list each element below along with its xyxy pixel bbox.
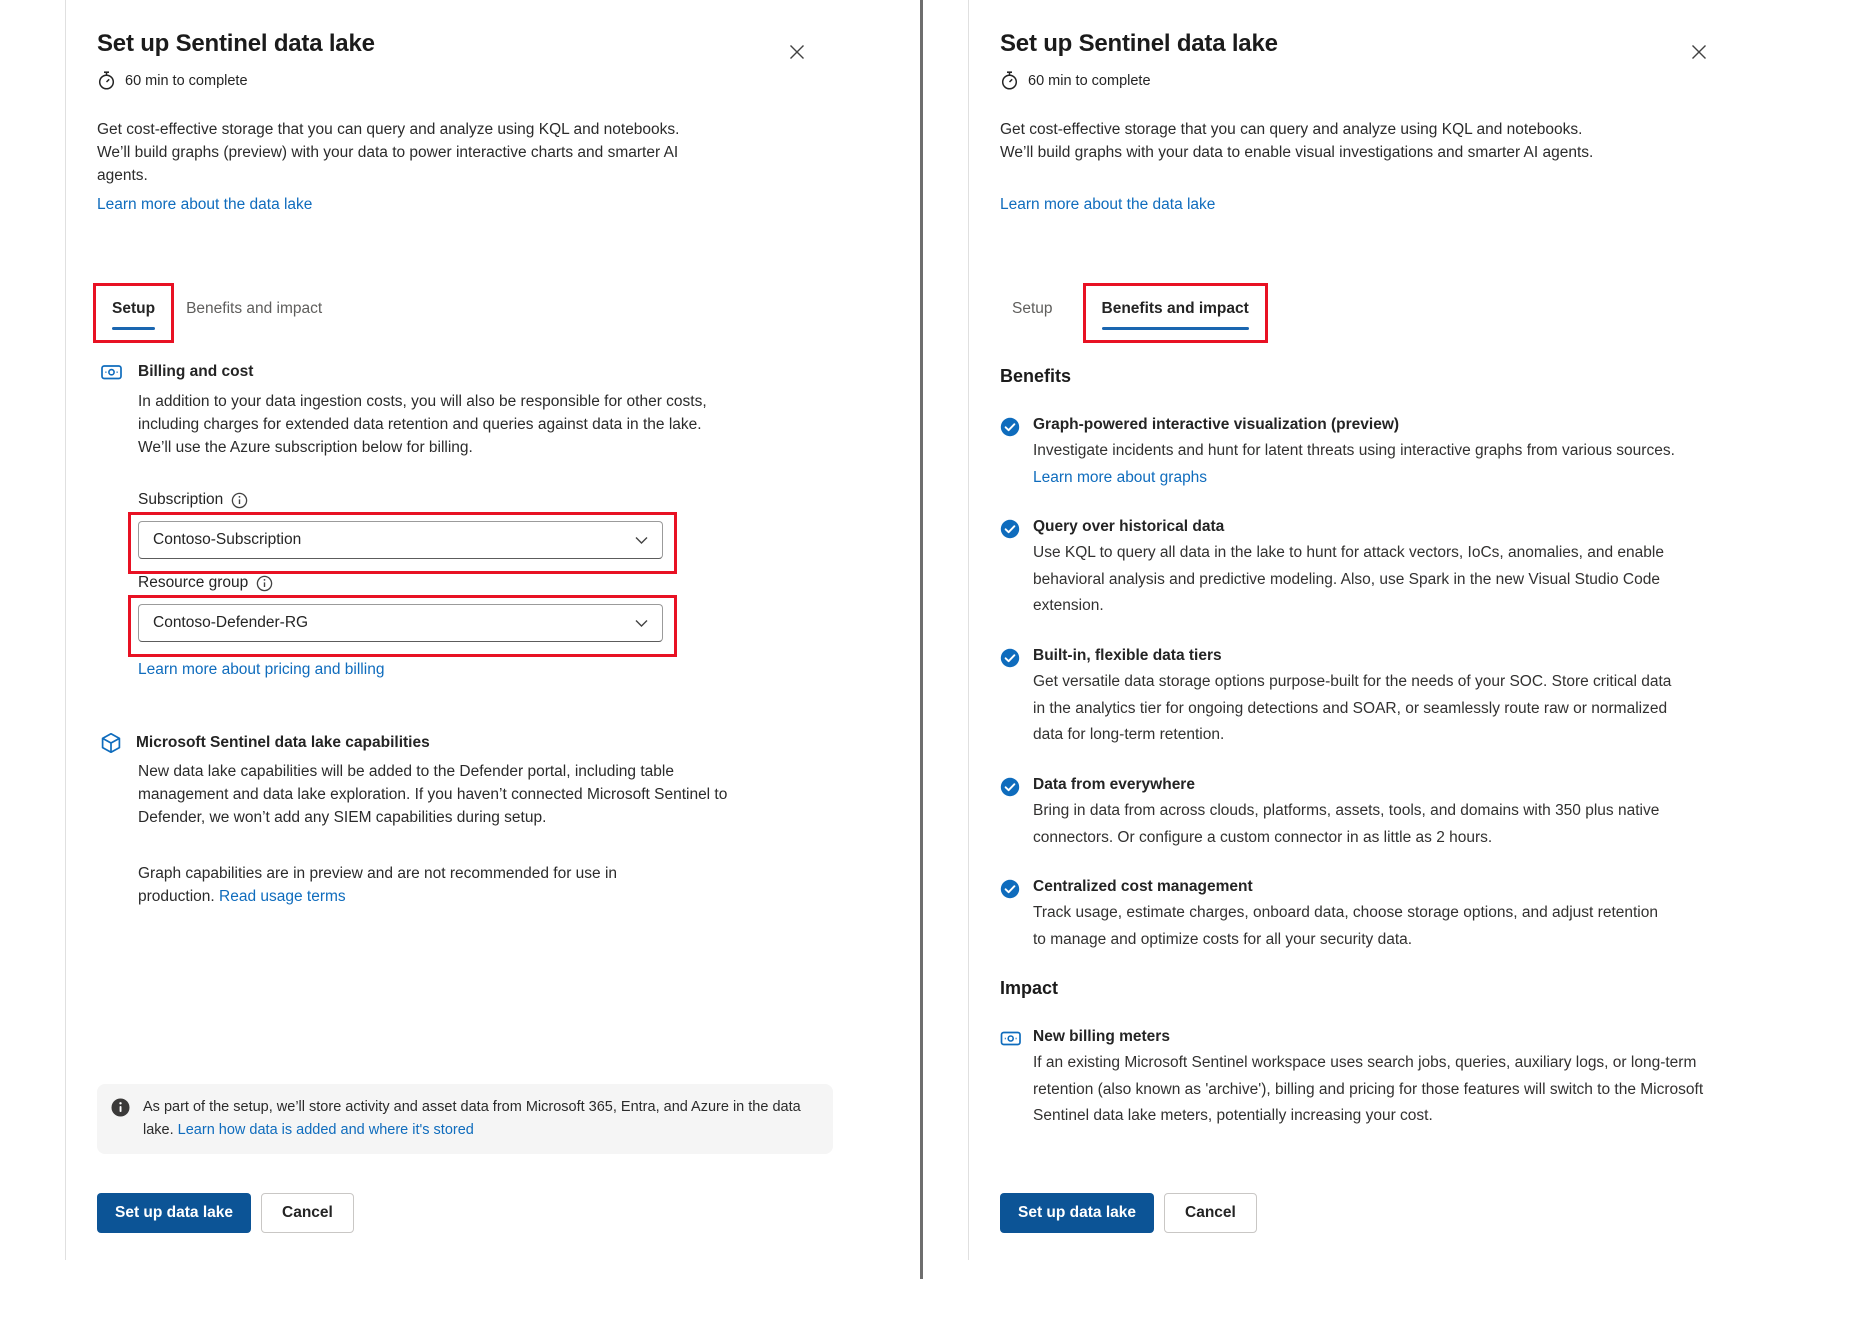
cancel-button[interactable]: Cancel [261, 1193, 354, 1233]
benefit-body: Use KQL to query all data in the lake to hunt for attack vectors, IoCs, anomalies, and enable behavioral analysis and predictive modeling. Also, use Spark in the new Visual Studio Code extension. [1033, 544, 1664, 614]
benefit-title: Built-in, flexible data tiers [1033, 647, 1222, 664]
capabilities-section-body: New data lake capabilities will be added to the Defender portal, including table management and data lake exploration. If you haven’t connected Microsoft Sentinel to Defender, we won’t add any SIEM capabilities during setup. [138, 763, 728, 826]
info-icon[interactable] [231, 492, 248, 509]
impact-heading: Impact [1000, 978, 1059, 998]
close-icon [1688, 41, 1712, 63]
benefit-body: Bring in data from across clouds, platforms, assets, tools, and domains with 350 plus native connectors. Or configure a custom connector in as little as 2 hours. [1033, 802, 1660, 846]
cube-icon [100, 732, 122, 754]
benefit-body: Track usage, estimate charges, onboard data, choose storage options, and adjust retention to manage and optimize costs for all your security data. [1033, 904, 1658, 948]
check-circle-icon [1000, 777, 1020, 797]
resource-group-value: Contoso-Defender-RG [153, 614, 309, 631]
check-circle-icon [1000, 648, 1020, 668]
benefit-item [1000, 647, 1700, 749]
billing-section-body: In addition to your data ingestion costs, you will also be responsible for other costs, including charges for extended data retention and queries against data in the lake. We’ll use the Azure subscription below for billing. [138, 393, 707, 456]
cancel-button[interactable]: Cancel [1164, 1193, 1257, 1233]
benefit-body: Get versatile data storage options purpose-built for the needs of your SOC. Store critical data in the analytics tier for ongoing detections and SOAR, or seamlessly route raw or normalized data for long-term retention. [1033, 673, 1672, 743]
tab-setup[interactable]: Setup [112, 300, 155, 330]
subscription-dropdown[interactable] [138, 521, 663, 559]
duration-text: 60 min to complete [125, 73, 248, 89]
billing-section-title: Billing and cost [138, 363, 254, 380]
usage-terms-link[interactable]: Read usage terms [219, 888, 346, 905]
right-panel-border [968, 0, 969, 1260]
resource-group-dropdown[interactable] [138, 604, 663, 642]
benefit-title: Query over historical data [1033, 518, 1225, 535]
benefit-title: Data from everywhere [1033, 776, 1195, 793]
annotation-box-subscription [128, 512, 677, 574]
tab-bar [93, 283, 322, 343]
tab-underline [112, 327, 155, 330]
benefits-heading: Benefits [1000, 366, 1072, 386]
close-icon [786, 41, 810, 63]
duration-text: 60 min to complete [1028, 73, 1151, 89]
learn-more-link[interactable]: Learn more about the data lake [97, 196, 313, 213]
intro-paragraph: Get cost-effective storage that you can query and analyze using KQL and notebooks. We’ll build graphs (preview) with your data to power interactive charts and smarter AI agents. [97, 121, 680, 184]
stopwatch-icon [97, 71, 116, 91]
tab-bar [1004, 283, 1268, 343]
tab-underline [1102, 327, 1249, 330]
annotation-box-setup-tab [93, 283, 174, 343]
close-button[interactable] [786, 40, 810, 64]
annotation-box-benefits-tab [1083, 283, 1268, 343]
tab-setup[interactable]: Setup [1004, 283, 1053, 318]
billing-section-header [100, 362, 253, 382]
tab-benefits-and-impact[interactable]: Benefits and impact [1102, 300, 1249, 330]
benefit-item [1000, 776, 1700, 851]
billing-meters-icon [1000, 1029, 1023, 1048]
info-icon[interactable] [256, 575, 273, 592]
setup-info-note [97, 1084, 833, 1154]
set-up-data-lake-button[interactable]: Set up data lake [97, 1193, 251, 1233]
impact-title: New billing meters [1033, 1028, 1170, 1045]
graphs-link[interactable]: Learn more about graphs [1033, 468, 1208, 486]
intro-paragraph: Get cost-effective storage that you can query and analyze using KQL and notebooks. We’ll build graphs with your data to enable visual investigations and smarter AI agents. [1000, 121, 1594, 161]
close-button[interactable] [1688, 40, 1712, 64]
note-text: As part of the setup, we’ll store activity and asset data from Microsoft 365, Entra, and Azure in the data lake. Learn how data is added and where it's stored [143, 1099, 801, 1138]
benefit-item [1000, 416, 1700, 491]
check-circle-icon [1000, 519, 1020, 539]
stopwatch-icon [1000, 71, 1019, 91]
benefit-title: Centralized cost management [1033, 878, 1253, 895]
page-title: Set up Sentinel data lake [1000, 30, 1278, 57]
pricing-billing-link[interactable]: Learn more about pricing and billing [138, 661, 385, 678]
chevron-down-icon [635, 619, 648, 628]
duration-row [97, 71, 248, 91]
page-title: Set up Sentinel data lake [97, 30, 375, 57]
action-buttons [97, 1193, 354, 1233]
duration-row [1000, 71, 1151, 91]
learn-more-link[interactable]: Learn more about the data lake [1000, 196, 1216, 213]
benefit-item [1000, 518, 1700, 620]
left-panel-border [65, 0, 66, 1260]
annotation-box-resource-group [128, 595, 677, 657]
resource-group-label: Resource group [138, 574, 249, 591]
benefit-body: Investigate incidents and hunt for latent threats using interactive graphs from various sources. Learn more about graphs [1033, 442, 1675, 486]
panel-divider [920, 0, 923, 1279]
benefit-item [1000, 878, 1700, 953]
impact-body: If an existing Microsoft Sentinel workspace uses search jobs, queries, auxiliary logs, or long-term retention (also known as 'archive'), billing and pricing for those features will switch to the Microsoft Sentinel data lake meters, potentially increasing your cost. [1033, 1054, 1704, 1124]
subscription-label-row [138, 491, 248, 509]
billing-icon [100, 362, 124, 382]
subscription-label: Subscription [138, 491, 224, 508]
capabilities-section-title: Microsoft Sentinel data lake capabilities [136, 734, 430, 751]
action-buttons [1000, 1193, 1257, 1233]
preview-note: Graph capabilities are in preview and are not recommended for use in production. Read usage terms [138, 865, 618, 905]
resource-group-label-row [138, 574, 273, 592]
capabilities-section-header [100, 732, 430, 754]
check-circle-icon [1000, 879, 1020, 899]
check-circle-icon [1000, 417, 1020, 437]
benefit-title: Graph-powered interactive visualization (preview) [1033, 416, 1400, 433]
set-up-data-lake-button[interactable]: Set up data lake [1000, 1193, 1154, 1233]
info-filled-icon [111, 1098, 130, 1117]
tab-benefits-and-impact[interactable]: Benefits and impact [186, 283, 322, 318]
subscription-value: Contoso-Subscription [153, 531, 302, 548]
impact-item [1000, 1028, 1704, 1130]
note-link[interactable]: Learn how data is added and where it's stored [177, 1122, 474, 1138]
chevron-down-icon [635, 536, 648, 545]
